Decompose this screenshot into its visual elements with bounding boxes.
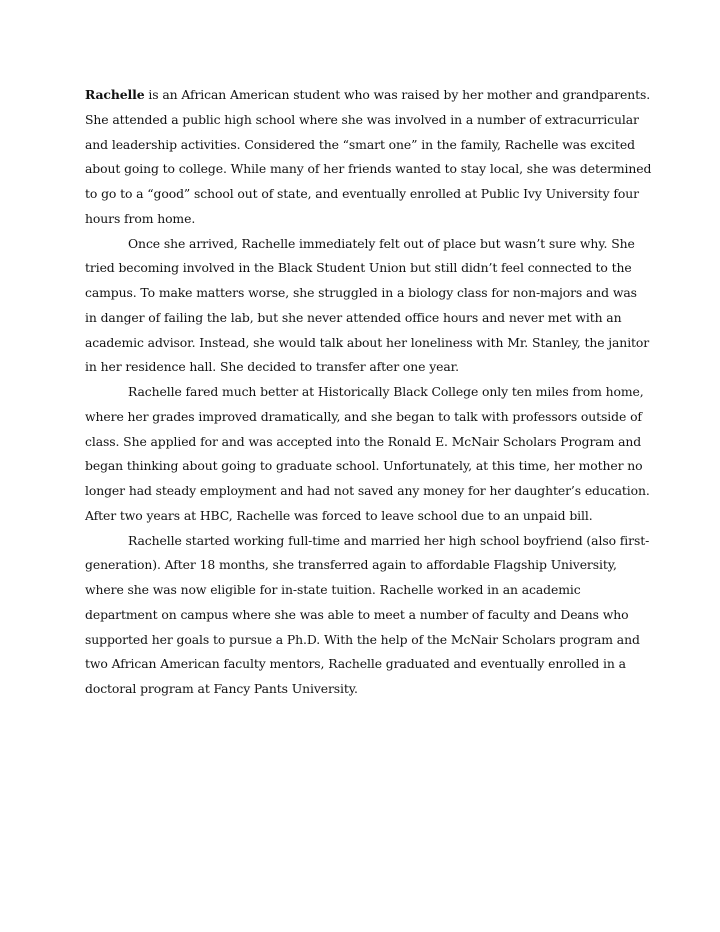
paragraph-line: and leadership activities. Considered the “smart one” in the family, Rachelle was excited — [85, 136, 635, 152]
paragraph-line: where her grades improved dramatically, and she began to talk with professors outside of — [85, 408, 642, 424]
paragraph-line: Rachelle started working full-time and married her high school boyfriend (also first- — [128, 532, 650, 548]
paragraph-3 — [85, 380, 650, 529]
paragraph-4 — [85, 529, 650, 702]
paragraph-line: where she was now eligible for in-state tuition. Rachelle worked in an academic — [85, 582, 581, 597]
paragraph-line: supported her goals to pursue a Ph.D. With the help of the McNair Scholars program and — [85, 631, 640, 647]
paragraph-line: two African American faculty mentors, Rachelle graduated and eventually enrolled in a — [85, 656, 626, 672]
paragraph-2 — [85, 232, 650, 381]
paragraph-line: campus. To make matters worse, she struggled in a biology class for non-majors and was — [85, 285, 637, 300]
paragraph-line: in danger of failing the lab, but she never attended office hours and never met with an — [85, 309, 622, 325]
paragraph-line: about going to college. While many of her friends wanted to stay local, she was determined — [85, 161, 652, 177]
paragraph-line: longer had steady employment and had not saved any money for her daughter’s education. — [85, 483, 650, 498]
paragraph-line: doctoral program at Fancy Pants University. — [85, 681, 358, 696]
paragraph-line: generation). After 18 months, she transferred again to affordable Flagship University, — [85, 557, 617, 573]
paragraph-1 — [85, 83, 652, 232]
paragraph-line: class. She applied for and was accepted into the Ronald E. McNair Scholars Program and — [85, 433, 642, 449]
paragraph-line: tried becoming involved in the Black Student Union but still didn’t feel connected to the — [85, 260, 632, 276]
paragraph-line: department on campus where she was able to meet a number of faculty and Deans who — [85, 606, 629, 622]
paragraph-line: After two years at HBC, Rachelle was forced to leave school due to an unpaid bill. — [85, 507, 593, 523]
paragraph-line: academic advisor. Instead, she would talk about her loneliness with Mr. Stanley, the janitor — [85, 334, 650, 350]
paragraph-line: hours from home. — [85, 210, 196, 226]
paragraph-line: began thinking about going to graduate school. Unfortunately, at this time, her mother no — [85, 458, 643, 474]
paragraph-line: in her residence hall. She decided to transfer after one year. — [85, 359, 459, 375]
paragraph-line: She attended a public high school where she was involved in a number of extracurricular — [85, 111, 639, 127]
paragraph-line: Rachelle fared much better at Historically Black College only ten miles from home, — [128, 384, 644, 399]
paragraph-line: Rachelle is an African American student who was raised by her mother and grandparents. — [85, 87, 651, 102]
document-body — [85, 83, 652, 702]
student-name: Rachelle — [85, 87, 145, 102]
paragraph-line: to go to a “good” school out of state, and eventually enrolled at Public Ivy University four — [85, 186, 639, 201]
paragraph-line: Once she arrived, Rachelle immediately felt out of place but wasn’t sure why. She — [128, 235, 635, 251]
